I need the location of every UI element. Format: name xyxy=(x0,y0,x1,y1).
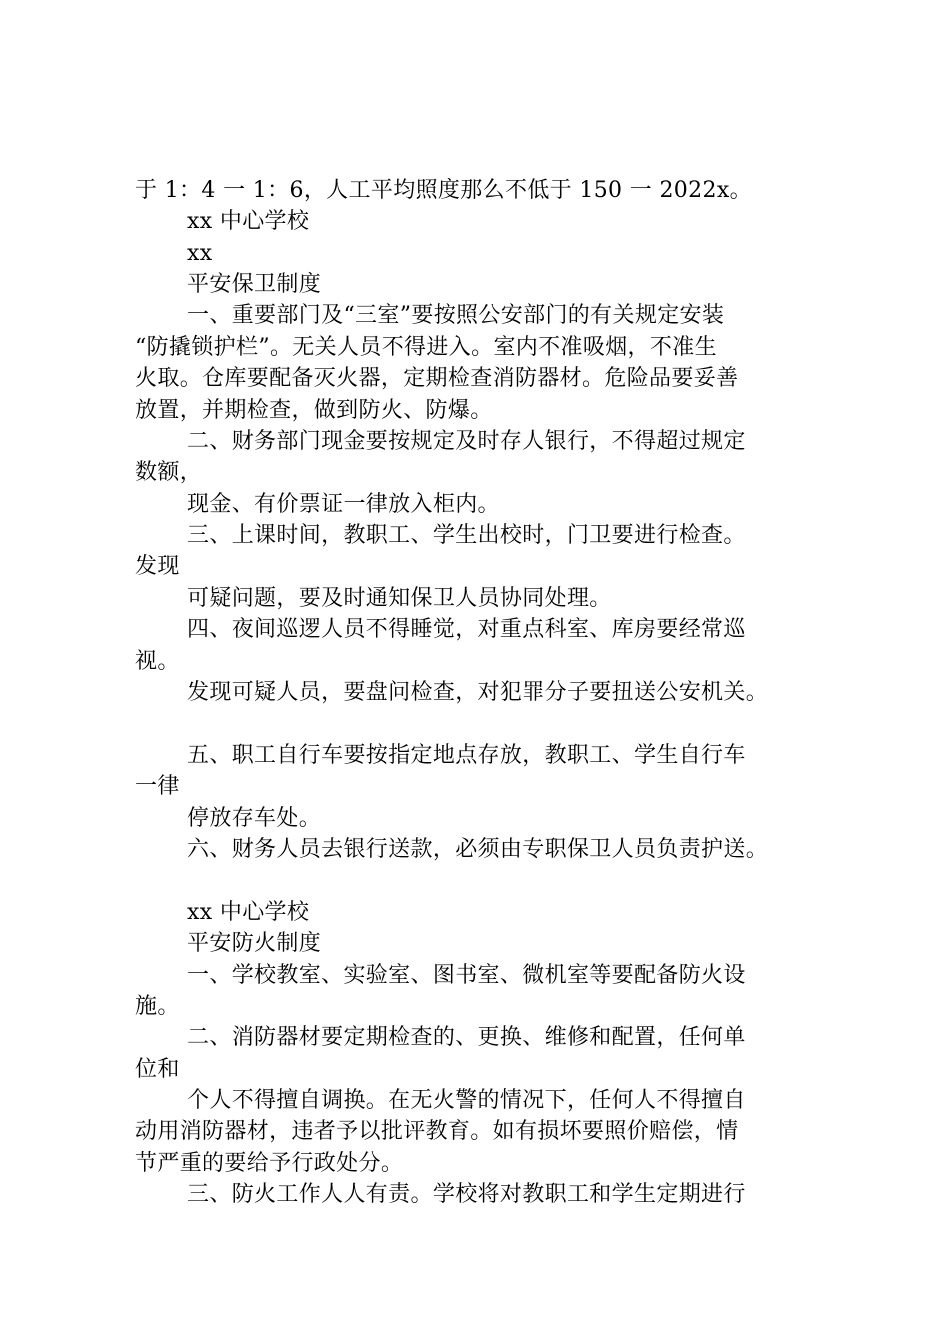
security-item-1-line: 一、重要部门及“三室”要按照公安部门的有关规定安装 xyxy=(187,303,725,328)
fire-policy-title: 平安防火制度 xyxy=(187,931,322,956)
security-item-6-line: 六、财务人员去银行送款，必须由专职保卫人员负责护送。 xyxy=(187,837,769,862)
security-item-3-line: 三、上课时间，教职工、学生出校时，门卫要进行检查。 xyxy=(187,523,746,548)
fire-item-2-line: 动用消防器材，违者予以批评教育。如有损坏要照价赔偿，情 xyxy=(135,1119,739,1144)
security-item-2-line: 二、财务部门现金要按规定及时存人银行，不得超过规定 xyxy=(187,429,746,454)
school-name-line: xx 中心学校 xyxy=(187,209,310,234)
security-item-4-line: 四、夜间巡逻人员不得睡觉，对重点科室、库房要经常巡 xyxy=(187,617,746,642)
text-line-continuation: 于 1：4 一 1：6，人工平均照度那么不低于 150 一 2022x。 xyxy=(135,178,752,203)
fire-item-2-line: 位和 xyxy=(135,1057,180,1082)
school-name-line: xx 中心学校 xyxy=(187,900,310,925)
security-item-4-line: 发现可疑人员，要盘问检查，对犯罪分子要扭送公安机关。 xyxy=(187,680,769,705)
security-item-4-line: 视。 xyxy=(135,649,180,674)
date-placeholder-line: xx xyxy=(187,241,213,266)
fire-item-1-line: 一、学校教室、实验室、图书室、微机室等要配备防火设 xyxy=(187,963,746,988)
security-item-1-line: 放置，并期检查，做到防火、防爆。 xyxy=(135,398,493,423)
security-item-2-line: 数额， xyxy=(135,460,203,485)
security-item-1-line: “防撬锁护栏”。无关人员不得进入。室内不准吸烟，不准生 xyxy=(135,335,717,360)
security-policy-title: 平安保卫制度 xyxy=(187,272,322,297)
security-item-5-line: 停放存车处。 xyxy=(187,806,322,831)
fire-item-3-line: 三、防火工作人人有责。学校将对教职工和学生定期进行 xyxy=(187,1182,746,1207)
security-item-2-line: 现金、有价票证一律放入柜内。 xyxy=(187,492,500,517)
security-item-5-line: 五、职工自行车要按指定地点存放，教职工、学生自行车 xyxy=(187,743,746,768)
security-item-3-line: 发现 xyxy=(135,554,180,579)
fire-item-2-line: 节严重的要给予行政处分。 xyxy=(135,1151,404,1176)
fire-item-2-line: 二、消防器材要定期检查的、更换、维修和配置，任何单 xyxy=(187,1025,746,1050)
fire-item-2-line: 个人不得擅自调换。在无火警的情况下，任何人不得擅自 xyxy=(187,1088,746,1113)
security-item-3-line: 可疑问题，要及时通知保卫人员协同处理。 xyxy=(187,586,612,611)
security-item-5-line: 一律 xyxy=(135,774,180,799)
fire-item-1-line: 施。 xyxy=(135,994,180,1019)
security-item-1-line: 火取。仓库要配备灭火器，定期检查消防器材。危险品要妥善 xyxy=(135,366,739,391)
